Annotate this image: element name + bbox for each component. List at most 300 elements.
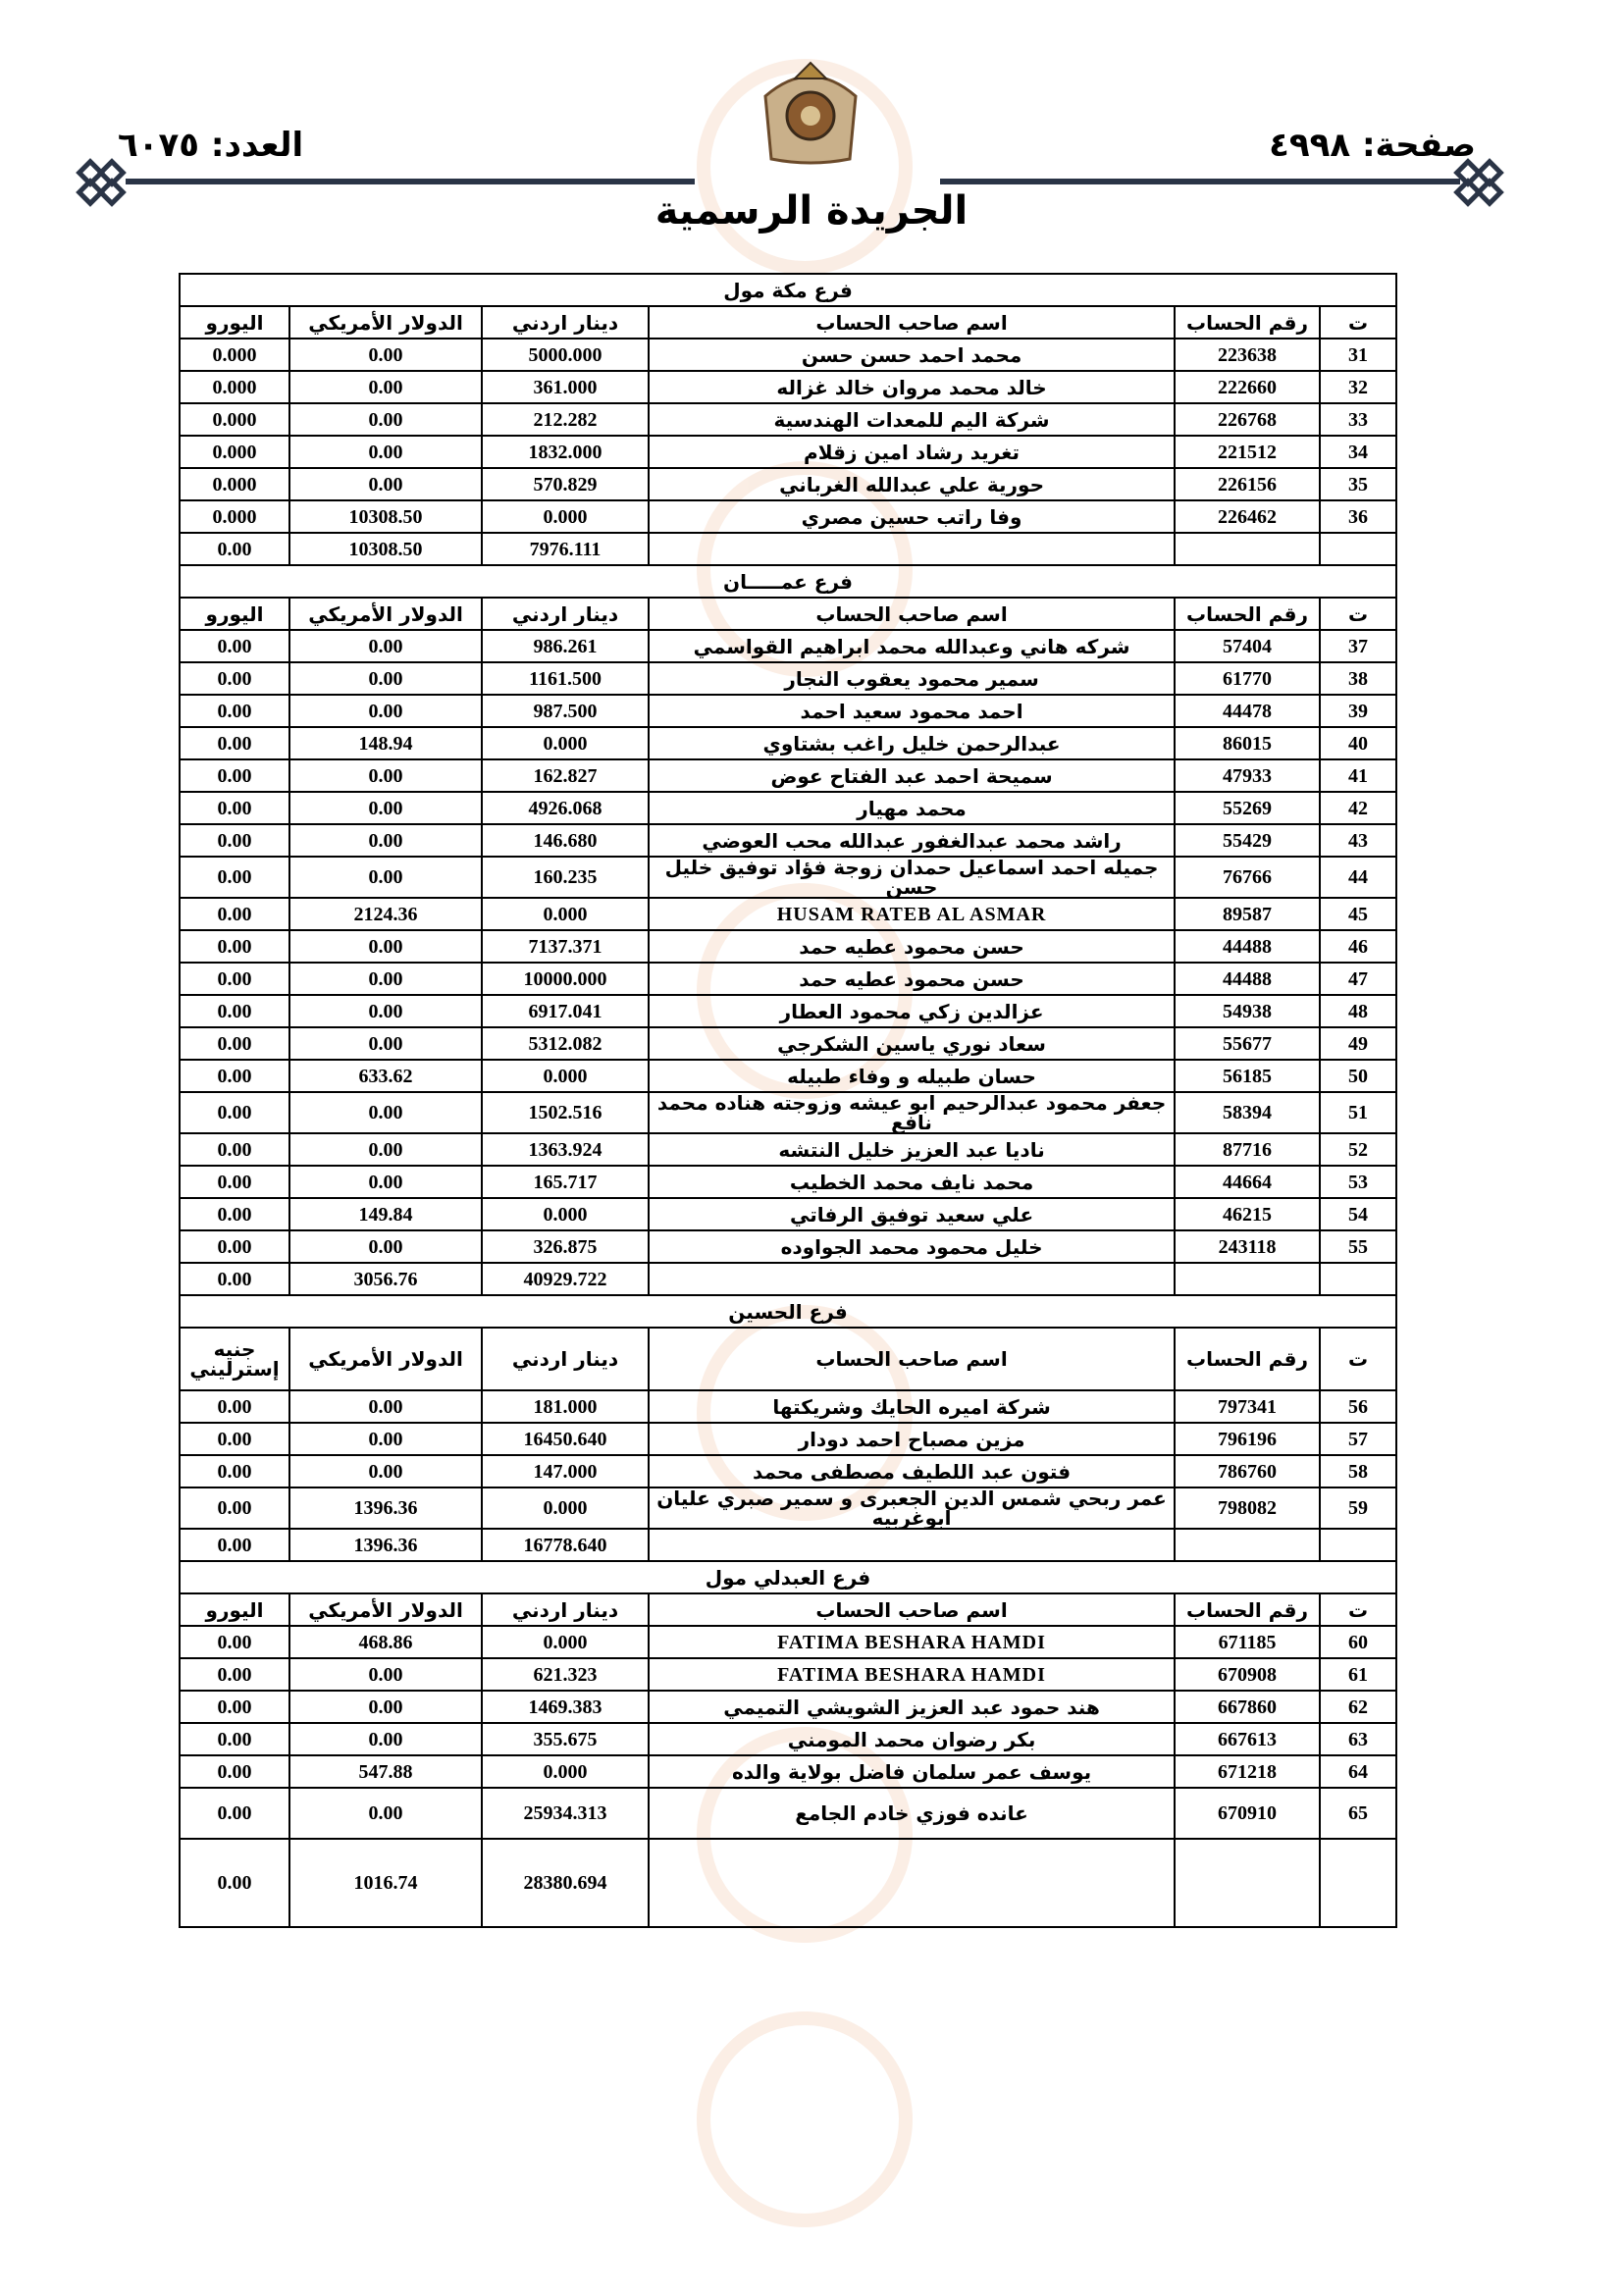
total-last-currency: 0.00 — [180, 1263, 289, 1295]
amount-last-currency: 0.00 — [180, 1455, 289, 1487]
row-index: 51 — [1320, 1092, 1396, 1133]
amount-last-currency: 0.00 — [180, 1198, 289, 1230]
amount-jod: 361.000 — [482, 371, 649, 403]
table-row — [180, 1133, 1396, 1166]
amount-last-currency: 0.00 — [180, 1390, 289, 1423]
row-index: 57 — [1320, 1423, 1396, 1455]
total-empty-cell — [1175, 1839, 1320, 1927]
table-row — [180, 1691, 1396, 1723]
issue-number: العدد: ٦٠٧٥ — [118, 126, 304, 165]
amount-jod: 10000.000 — [482, 963, 649, 995]
total-jod: 7976.111 — [482, 533, 649, 565]
header-rule-left — [126, 179, 695, 184]
row-index: 46 — [1320, 930, 1396, 963]
account-number: 226156 — [1175, 468, 1320, 500]
column-header-usd: الدولار الأمريكي — [289, 598, 482, 630]
row-index: 32 — [1320, 371, 1396, 403]
row-index: 41 — [1320, 759, 1396, 792]
account-number: 58394 — [1175, 1092, 1320, 1133]
amount-usd: 0.00 — [289, 857, 482, 898]
row-index: 60 — [1320, 1626, 1396, 1658]
branch-row — [180, 1295, 1396, 1328]
amount-jod: 1502.516 — [482, 1092, 649, 1133]
account-holder-name: يوسف عمر سلمان فاضل بولاية والده — [649, 1755, 1175, 1788]
row-index: 33 — [1320, 403, 1396, 436]
table-row — [180, 792, 1396, 824]
account-number: 226768 — [1175, 403, 1320, 436]
account-holder-name: شركه هاني وعبدالله محمد ابراهيم القواسمي — [649, 630, 1175, 662]
account-holder-name: تغريد رشاد امين زقلام — [649, 436, 1175, 468]
branch-title: فرع الحسين — [180, 1295, 1396, 1328]
amount-jod: 165.717 — [482, 1166, 649, 1198]
account-holder-name: سعاد نوري ياسين الشكرجي — [649, 1027, 1175, 1060]
amount-last-currency: 0.00 — [180, 759, 289, 792]
amount-jod: 355.675 — [482, 1723, 649, 1755]
total-empty-cell — [1320, 1263, 1396, 1295]
row-index: 45 — [1320, 898, 1396, 930]
amount-last-currency: 0.00 — [180, 1788, 289, 1839]
accounts-table — [179, 273, 1397, 1928]
amount-last-currency: 0.00 — [180, 1230, 289, 1263]
table-row — [180, 995, 1396, 1027]
table-row — [180, 1788, 1396, 1839]
account-holder-name: شركة اميره الحايك وشريكتها — [649, 1390, 1175, 1423]
account-number: 222660 — [1175, 371, 1320, 403]
row-index: 36 — [1320, 500, 1396, 533]
amount-usd: 0.00 — [289, 1455, 482, 1487]
account-number: 55269 — [1175, 792, 1320, 824]
account-number: 671185 — [1175, 1626, 1320, 1658]
table-header-row — [180, 306, 1396, 339]
table-row — [180, 436, 1396, 468]
total-empty-cell — [1175, 1263, 1320, 1295]
total-empty-cell — [1320, 1839, 1396, 1927]
column-header-index: ت — [1320, 598, 1396, 630]
amount-last-currency: 0.00 — [180, 995, 289, 1027]
amount-last-currency: 0.00 — [180, 1027, 289, 1060]
account-number: 86015 — [1175, 727, 1320, 759]
row-index: 65 — [1320, 1788, 1396, 1839]
account-number: 76766 — [1175, 857, 1320, 898]
column-header-account: رقم الحساب — [1175, 306, 1320, 339]
amount-jod: 1363.924 — [482, 1133, 649, 1166]
table-row — [180, 930, 1396, 963]
table-row — [180, 662, 1396, 695]
row-index: 35 — [1320, 468, 1396, 500]
amount-last-currency: 0.00 — [180, 824, 289, 857]
table-row — [180, 695, 1396, 727]
account-holder-name: حورية علي عبدالله الغرباني — [649, 468, 1175, 500]
amount-jod: 146.680 — [482, 824, 649, 857]
account-holder-name: راشد محمد عبدالغفور عبدالله محب العوضي — [649, 824, 1175, 857]
account-holder-name: حسن محمود عطيه حمد — [649, 963, 1175, 995]
account-holder-name: سميحة احمد عبد الفتاح عوض — [649, 759, 1175, 792]
amount-jod: 16450.640 — [482, 1423, 649, 1455]
amount-jod: 0.000 — [482, 500, 649, 533]
table-row — [180, 1230, 1396, 1263]
column-header-index: ت — [1320, 1593, 1396, 1626]
account-holder-name: فتون عبد اللطيف مصطفى محمد — [649, 1455, 1175, 1487]
row-index: 31 — [1320, 339, 1396, 371]
column-header-account: رقم الحساب — [1175, 598, 1320, 630]
total-usd: 10308.50 — [289, 533, 482, 565]
amount-last-currency: 0.00 — [180, 1691, 289, 1723]
amount-usd: 0.00 — [289, 1423, 482, 1455]
amount-usd: 0.00 — [289, 995, 482, 1027]
account-number: 796196 — [1175, 1423, 1320, 1455]
account-holder-name: FATIMA BESHARA HAMDI — [649, 1626, 1175, 1658]
account-number: 226462 — [1175, 500, 1320, 533]
account-holder-name: احمد محمود سعيد احمد — [649, 695, 1175, 727]
amount-usd: 0.00 — [289, 662, 482, 695]
account-holder-name: هند حمود عبد العزيز الشويشي التميمي — [649, 1691, 1175, 1723]
table-row — [180, 898, 1396, 930]
account-holder-name: FATIMA BESHARA HAMDI — [649, 1658, 1175, 1691]
amount-usd: 0.00 — [289, 1390, 482, 1423]
table-header-row — [180, 1328, 1396, 1390]
row-index: 53 — [1320, 1166, 1396, 1198]
table-row — [180, 1092, 1396, 1133]
account-holder-name: بكر رضوان محمد المومني — [649, 1723, 1175, 1755]
account-number: 55677 — [1175, 1027, 1320, 1060]
account-holder-name: محمد احمد حسن حسن — [649, 339, 1175, 371]
amount-usd: 0.00 — [289, 339, 482, 371]
total-empty-cell — [1175, 1529, 1320, 1561]
amount-jod: 986.261 — [482, 630, 649, 662]
row-index: 58 — [1320, 1455, 1396, 1487]
account-holder-name: حسن محمود عطيه حمد — [649, 930, 1175, 963]
amount-usd: 149.84 — [289, 1198, 482, 1230]
total-jod: 16778.640 — [482, 1529, 649, 1561]
total-usd: 3056.76 — [289, 1263, 482, 1295]
amount-jod: 0.000 — [482, 1060, 649, 1092]
account-holder-name: مزين مصباح احمد دودار — [649, 1423, 1175, 1455]
account-number: 87716 — [1175, 1133, 1320, 1166]
account-number: 667613 — [1175, 1723, 1320, 1755]
amount-usd: 0.00 — [289, 1230, 482, 1263]
amount-jod: 147.000 — [482, 1455, 649, 1487]
column-header-name: اسم صاحب الحساب — [649, 1593, 1175, 1626]
amount-last-currency: 0.00 — [180, 727, 289, 759]
account-holder-name: خليل محمود محمد الجواوده — [649, 1230, 1175, 1263]
account-number: 671218 — [1175, 1755, 1320, 1788]
column-header-name: اسم صاحب الحساب — [649, 306, 1175, 339]
account-number: 56185 — [1175, 1060, 1320, 1092]
total-row — [180, 533, 1396, 565]
branch-row — [180, 274, 1396, 306]
row-index: 50 — [1320, 1060, 1396, 1092]
column-header-index: ت — [1320, 1328, 1396, 1390]
amount-usd: 2124.36 — [289, 898, 482, 930]
amount-jod: 1469.383 — [482, 1691, 649, 1723]
amount-jod: 0.000 — [482, 898, 649, 930]
amount-last-currency: 0.00 — [180, 930, 289, 963]
amount-jod: 1832.000 — [482, 436, 649, 468]
account-holder-name: عزالدين زكي محمود العطار — [649, 995, 1175, 1027]
account-number: 47933 — [1175, 759, 1320, 792]
total-empty-cell — [649, 1529, 1175, 1561]
account-holder-name: وفا راتب حسين مصري — [649, 500, 1175, 533]
table-row — [180, 630, 1396, 662]
amount-usd: 0.00 — [289, 436, 482, 468]
amount-last-currency: 0.000 — [180, 403, 289, 436]
table-row — [180, 371, 1396, 403]
amount-jod: 0.000 — [482, 1487, 649, 1529]
branch-title: فرع العبدلي مول — [180, 1561, 1396, 1593]
account-holder-name: ناديا عبد العزيز خليل النتشه — [649, 1133, 1175, 1166]
account-holder-name: عمر ربحي شمس الدين الجعبرى و سمير صبري عليان ابوغربيه — [649, 1487, 1175, 1529]
row-index: 44 — [1320, 857, 1396, 898]
column-header-index: ت — [1320, 306, 1396, 339]
table-row — [180, 468, 1396, 500]
column-header-name: اسم صاحب الحساب — [649, 598, 1175, 630]
total-usd: 1396.36 — [289, 1529, 482, 1561]
amount-usd: 1396.36 — [289, 1487, 482, 1529]
amount-jod: 1161.500 — [482, 662, 649, 695]
amount-usd: 547.88 — [289, 1755, 482, 1788]
account-holder-name: محمد نايف محمد الخطيب — [649, 1166, 1175, 1198]
amount-last-currency: 0.00 — [180, 1755, 289, 1788]
amount-last-currency: 0.00 — [180, 695, 289, 727]
account-number: 57404 — [1175, 630, 1320, 662]
amount-last-currency: 0.00 — [180, 1487, 289, 1529]
table-row — [180, 1060, 1396, 1092]
account-holder-name: عانده فوزي خادم الجامع — [649, 1788, 1175, 1839]
column-header-jod: دينار اردني — [482, 1593, 649, 1626]
table-row — [180, 857, 1396, 898]
account-holder-name: علي سعيد توفيق الرفاتي — [649, 1198, 1175, 1230]
amount-usd: 0.00 — [289, 468, 482, 500]
total-last-currency: 0.00 — [180, 1529, 289, 1561]
branch-title: فرع مكة مول — [180, 274, 1396, 306]
amount-usd: 0.00 — [289, 759, 482, 792]
account-number: 44478 — [1175, 695, 1320, 727]
amount-usd: 0.00 — [289, 1092, 482, 1133]
column-header-last: اليورو — [180, 1593, 289, 1626]
account-holder-name: عبدالرحمن خليل راغب بشتاوي — [649, 727, 1175, 759]
account-number: 798082 — [1175, 1487, 1320, 1529]
amount-last-currency: 0.00 — [180, 1626, 289, 1658]
row-index: 62 — [1320, 1691, 1396, 1723]
account-holder-name: خالد محمد مروان خالد غزاله — [649, 371, 1175, 403]
amount-last-currency: 0.00 — [180, 1658, 289, 1691]
account-number: 54938 — [1175, 995, 1320, 1027]
row-index: 55 — [1320, 1230, 1396, 1263]
account-number: 243118 — [1175, 1230, 1320, 1263]
table-row — [180, 339, 1396, 371]
amount-jod: 5000.000 — [482, 339, 649, 371]
amount-usd: 0.00 — [289, 1658, 482, 1691]
table-row — [180, 1487, 1396, 1529]
gazette-title: الجريدة الرسمية — [654, 188, 969, 234]
account-number: 44488 — [1175, 930, 1320, 963]
amount-usd: 0.00 — [289, 1788, 482, 1839]
amount-usd: 0.00 — [289, 1723, 482, 1755]
account-number: 55429 — [1175, 824, 1320, 857]
table-row — [180, 1390, 1396, 1423]
branch-row — [180, 1561, 1396, 1593]
amount-jod: 987.500 — [482, 695, 649, 727]
row-index: 49 — [1320, 1027, 1396, 1060]
account-holder-name: جميله احمد اسماعيل حمدان زوجة فؤاد توفيق خليل حسن — [649, 857, 1175, 898]
amount-jod: 0.000 — [482, 1198, 649, 1230]
column-header-account: رقم الحساب — [1175, 1593, 1320, 1626]
column-header-jod: دينار اردني — [482, 1328, 649, 1390]
row-index: 64 — [1320, 1755, 1396, 1788]
amount-jod: 162.827 — [482, 759, 649, 792]
amount-usd: 0.00 — [289, 792, 482, 824]
amount-last-currency: 0.00 — [180, 963, 289, 995]
total-empty-cell — [649, 1263, 1175, 1295]
total-last-currency: 0.00 — [180, 1839, 289, 1927]
amount-jod: 0.000 — [482, 727, 649, 759]
total-empty-cell — [649, 533, 1175, 565]
total-last-currency: 0.00 — [180, 533, 289, 565]
table-row — [180, 500, 1396, 533]
table-row — [180, 824, 1396, 857]
table-header-row — [180, 1593, 1396, 1626]
amount-last-currency: 0.00 — [180, 898, 289, 930]
amount-last-currency: 0.00 — [180, 1723, 289, 1755]
account-number: 221512 — [1175, 436, 1320, 468]
amount-usd: 0.00 — [289, 824, 482, 857]
total-row — [180, 1263, 1396, 1295]
column-header-last: اليورو — [180, 598, 289, 630]
row-index: 48 — [1320, 995, 1396, 1027]
column-header-last: اليورو — [180, 306, 289, 339]
amount-usd: 0.00 — [289, 1166, 482, 1198]
row-index: 34 — [1320, 436, 1396, 468]
total-jod: 40929.722 — [482, 1263, 649, 1295]
table-row — [180, 1755, 1396, 1788]
amount-usd: 0.00 — [289, 930, 482, 963]
amount-usd: 0.00 — [289, 1133, 482, 1166]
amount-usd: 0.00 — [289, 403, 482, 436]
amount-usd: 633.62 — [289, 1060, 482, 1092]
amount-jod: 621.323 — [482, 1658, 649, 1691]
amount-last-currency: 0.000 — [180, 500, 289, 533]
account-number: 44664 — [1175, 1166, 1320, 1198]
amount-usd: 0.00 — [289, 963, 482, 995]
amount-usd: 148.94 — [289, 727, 482, 759]
page-number: صفحة: ٤٩٩٨ — [1269, 126, 1476, 165]
amount-jod: 326.875 — [482, 1230, 649, 1263]
row-index: 54 — [1320, 1198, 1396, 1230]
amount-jod: 0.000 — [482, 1626, 649, 1658]
amount-usd: 468.86 — [289, 1626, 482, 1658]
amount-last-currency: 0.00 — [180, 792, 289, 824]
table-row — [180, 759, 1396, 792]
account-number: 797341 — [1175, 1390, 1320, 1423]
amount-last-currency: 0.00 — [180, 1092, 289, 1133]
total-jod: 28380.694 — [482, 1839, 649, 1927]
account-holder-name: محمد مهيار — [649, 792, 1175, 824]
account-number: 46215 — [1175, 1198, 1320, 1230]
amount-last-currency: 0.00 — [180, 1060, 289, 1092]
table-row — [180, 1423, 1396, 1455]
amount-usd: 0.00 — [289, 1691, 482, 1723]
column-header-usd: الدولار الأمريكي — [289, 1328, 482, 1390]
amount-last-currency: 0.000 — [180, 371, 289, 403]
row-index: 38 — [1320, 662, 1396, 695]
amount-jod: 212.282 — [482, 403, 649, 436]
amount-last-currency: 0.00 — [180, 630, 289, 662]
account-number: 667860 — [1175, 1691, 1320, 1723]
column-header-last: جنيه إسترليني — [180, 1328, 289, 1390]
total-row — [180, 1529, 1396, 1561]
table-row — [180, 1455, 1396, 1487]
account-number: 223638 — [1175, 339, 1320, 371]
account-number: 89587 — [1175, 898, 1320, 930]
account-number: 786760 — [1175, 1455, 1320, 1487]
table-row — [180, 1626, 1396, 1658]
account-number: 44488 — [1175, 963, 1320, 995]
row-index: 52 — [1320, 1133, 1396, 1166]
amount-usd: 0.00 — [289, 630, 482, 662]
row-index: 47 — [1320, 963, 1396, 995]
amount-jod: 160.235 — [482, 857, 649, 898]
row-index: 39 — [1320, 695, 1396, 727]
amount-last-currency: 0.00 — [180, 1423, 289, 1455]
total-row — [180, 1839, 1396, 1927]
account-holder-name: شركة اليم للمعدات الهندسية — [649, 403, 1175, 436]
column-header-name: اسم صاحب الحساب — [649, 1328, 1175, 1390]
row-index: 56 — [1320, 1390, 1396, 1423]
table-row — [180, 1658, 1396, 1691]
table-row — [180, 1166, 1396, 1198]
page-header — [0, 0, 1623, 255]
total-usd: 1016.74 — [289, 1839, 482, 1927]
amount-jod: 4926.068 — [482, 792, 649, 824]
branch-title: فرع عمـــــان — [180, 565, 1396, 598]
table-header-row — [180, 598, 1396, 630]
amount-jod: 570.829 — [482, 468, 649, 500]
amount-usd: 0.00 — [289, 1027, 482, 1060]
clock-watermark-icon — [697, 2011, 913, 2227]
amount-jod: 6917.041 — [482, 995, 649, 1027]
row-index: 37 — [1320, 630, 1396, 662]
amount-jod: 25934.313 — [482, 1788, 649, 1839]
total-empty-cell — [1320, 533, 1396, 565]
account-number: 670910 — [1175, 1788, 1320, 1839]
amount-jod: 0.000 — [482, 1755, 649, 1788]
table-row — [180, 403, 1396, 436]
total-empty-cell — [649, 1839, 1175, 1927]
table-row — [180, 1198, 1396, 1230]
amount-jod: 181.000 — [482, 1390, 649, 1423]
amount-usd: 0.00 — [289, 695, 482, 727]
row-index: 43 — [1320, 824, 1396, 857]
royal-emblem-icon — [756, 57, 865, 167]
column-header-jod: دينار اردني — [482, 306, 649, 339]
total-empty-cell — [1320, 1529, 1396, 1561]
amount-last-currency: 0.000 — [180, 339, 289, 371]
column-header-usd: الدولار الأمريكي — [289, 306, 482, 339]
table-row — [180, 727, 1396, 759]
row-index: 59 — [1320, 1487, 1396, 1529]
table-row — [180, 1027, 1396, 1060]
amount-jod: 7137.371 — [482, 930, 649, 963]
account-holder-name: سمير محمود يعقوب النجار — [649, 662, 1175, 695]
amount-last-currency: 0.00 — [180, 1166, 289, 1198]
account-holder-name: HUSAM RATEB AL ASMAR — [649, 898, 1175, 930]
table-row — [180, 963, 1396, 995]
row-index: 61 — [1320, 1658, 1396, 1691]
amount-usd: 0.00 — [289, 371, 482, 403]
table-row — [180, 1723, 1396, 1755]
account-number: 61770 — [1175, 662, 1320, 695]
account-holder-name: حسان طبيله و وفاء طبيله — [649, 1060, 1175, 1092]
